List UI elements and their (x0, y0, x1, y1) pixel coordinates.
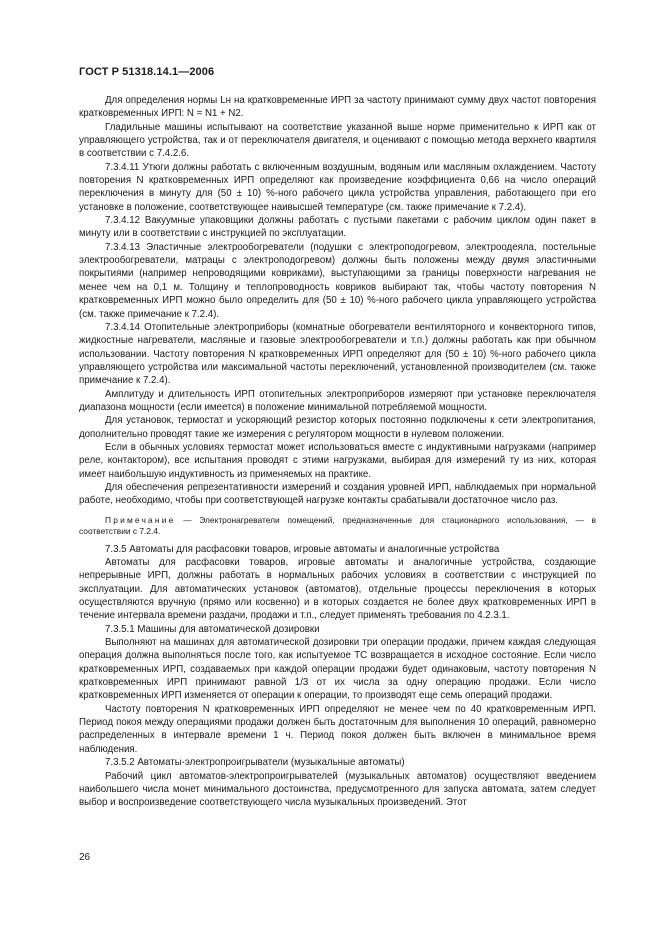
paragraph: Для установок, термостат и ускоряющий резистор которых постоянно подключены к сети электропитания, дополнительно проводят такие же измерения с регулятором мощности в нулевом положении. (79, 415, 596, 440)
paragraph: Если в обычных условиях термостат может использоваться вместе с индуктивными нагрузками (например реле, контактором), все испытания проводят с этими нагрузками, выбирая для измерений ту из них, которая имеет наибольшую индуктивность из применяемых на практике. (79, 441, 596, 480)
note (79, 515, 596, 538)
document-body (79, 94, 596, 810)
paragraph: Рабочий цикл автоматов-электропроигрывателей (музыкальных автоматов) осуществляют введением наибольшего числа монет минимального достоинства, предусмотренного для запуска автомата, затем следует выбор и воспроизведение соответствующего числа музыкальных произведений. Этот (79, 770, 596, 809)
paragraph: 7.3.4.12 Вакуумные упаковщики должны работать с пустыми пакетами с рабочим циклом один пакет в минуту или в соответствии с инструкцией по эксплуатации. (79, 215, 596, 240)
paragraph: Амплитуду и длительность ИРП отопительных электроприборов измеряют при установке переключателя диапазона мощности (если имеется) в положение минимальной потребляемой мощности. (79, 388, 596, 413)
section-heading: 7.3.5.2 Автоматы-электропроигрыватели (музыкальные автоматы) (105, 757, 405, 769)
paragraph: Для определения нормы Lн на кратковременные ИРП за частоту принимают сумму двух частот повторения кратковременных ИРП: N = N1 + N2. (79, 95, 596, 120)
standard-header: ГОСТ Р 51318.14.1—2006 (79, 66, 215, 78)
note-text: — Электронагреватели помещений, предназначенные для стационарного использования, — в соответствии с 7.2.4. (79, 514, 596, 537)
paragraph: 7.3.4.11 Утюги должны работать с включенным воздушным, водяным или масляным охлаждением. Частоту повторения N кратковременных ИРП определяют как произведение коэффициента 0,66 на число операций переключения в минуту для (50 ± 10) %-ного рабочего цикла устройства управления, работающего при его установке в положение, соответствующее наивысшей температуре (см. также примечание к 7.2.4). (79, 161, 596, 213)
paragraph: 7.3.4.13 Эластичные электрообогреватели (подушки с электроподогревом, электроодеяла, постельные электрообогреватели, матрацы с электроподогревом) должны быть положены между двумя эластичными покрытиями (например непроводящими ковриками), выступающими за границы поверхности нагревания не менее чем на 0,1 м. Толщину и теплопроводность ковриков выбирают так, чтобы частоту повторения N кратковременных ИРП можно было определить для (50 ± 10) %-ного рабочего цикла управляющего устройства (см. также примечание к 7.2.4). (79, 241, 596, 320)
section-heading: 7.3.5.1 Машины для автоматической дозировки (105, 623, 320, 635)
page-number: 26 (79, 852, 91, 863)
paragraph: 7.3.4.14 Отопительные электроприборы (комнатные обогреватели вентиляторного и конвекторного типов, жидкостные нагреватели, масляные и газовые электрообогреватели и т.п.) должны работать как при обычном использовании. Частоту повторения N кратковременных ИРП определяют для (50 ± 10) %-ного рабочего цикла управляющего устройства или максимальной частоты переключений, установленной производителем (см. также примечание к 7.2.4). (79, 321, 596, 387)
section-heading: 7.3.5 Автоматы для расфасовки товаров, игровые автоматы и аналогичные устройства (105, 543, 500, 555)
paragraph: Гладильные машины испытывают на соответствие указанной выше норме применительно к ИРП как от управляющего устройства, так и от переключателя двигателя, и оценивают с помощью метода верхнего квартиля в соответствии с 7.4.2.6. (79, 121, 596, 160)
paragraph: Для обеспечения репрезентативности измерений и создания уровней ИРП, наблюдаемых при нормальной работе, необходимо, чтобы при соответствующей нагрузке контакты срабатывали достаточное число раз. (79, 481, 596, 507)
paragraph: Выполняют на машинах для автоматической дозировки три операции продажи, причем каждая следующая операция должна выполняться после того, как испытуемое ТС возвращается в исходное состояние. Если число кратковременных ИРП, создаваемых при каждой операции продажи будет одинаковым, частоту повторения N кратковременных ИРП принимают равной 1/3 от их числа за одну операцию продажи. Если число кратковременных ИРП изменяется от операции к операции, то производят еще семь операций продажи. (79, 637, 596, 702)
paragraph: Частоту повторения N кратковременных ИРП определяют не менее чем по 40 кратковременным ИРП. Период покоя между операциями продажи должен быть достаточным для выполнения 10 операций, равномерно распределенных в интервале времени 1 ч. Период покоя должен быть включен в минимальное время наблюдения. (79, 703, 596, 755)
note-label: Примечание (105, 514, 176, 525)
paragraph: Автоматы для расфасовки товаров, игровые автоматы и аналогичные устройства, создающие непрерывные ИРП, должны работать в нормальных рабочих условиях в соответствии с инструкцией по эксплуатации. Для автоматических установок (автоматов), отдельные процессы переключения в которых осуществляются вручную (прямо или косвенно) и в которых создается не более двух кратковременных ИРП в течение интервала времени раздачи, продажи и т.п., следует применять требования по 4.2.3.1. (79, 557, 596, 622)
